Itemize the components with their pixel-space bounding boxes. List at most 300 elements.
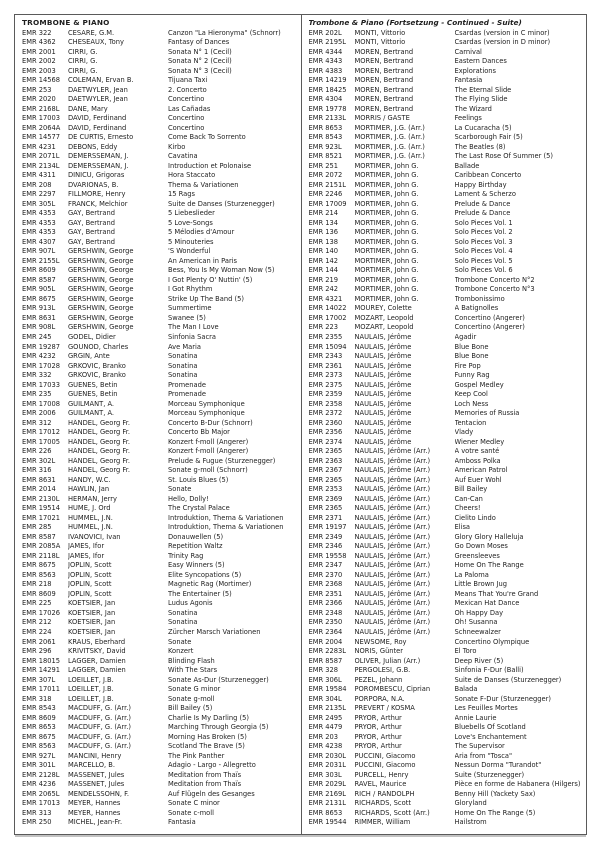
- emr-number: EMR 905L: [22, 285, 56, 294]
- emr-number: EMR 14291: [22, 666, 61, 675]
- piece-title: 5 Liebeslieder: [168, 209, 215, 218]
- catalog-row: [22, 362, 299, 372]
- piece-title: Morceau Symphonique: [168, 409, 245, 418]
- emr-number: EMR 332: [22, 371, 52, 380]
- catalog-row: [309, 580, 585, 590]
- composer-name: MORTIMER, John G.: [354, 247, 419, 256]
- catalog-row: [22, 638, 299, 648]
- catalog-row: [22, 190, 299, 200]
- catalog-row: [309, 666, 585, 676]
- piece-title: Auf Euer Wohl: [454, 475, 502, 484]
- catalog-row: [309, 29, 585, 39]
- piece-title: Sonatina: [168, 352, 198, 361]
- catalog-row: [22, 447, 299, 457]
- composer-name: NAULAIS, Jérôme (Arr.): [354, 589, 431, 598]
- emr-number: EMR 2370: [308, 570, 343, 579]
- catalog-row: [309, 495, 585, 505]
- catalog-row: [22, 476, 299, 486]
- piece-title: Prelude & Dance: [454, 199, 511, 208]
- emr-number: EMR 2031L: [308, 761, 347, 770]
- emr-number: EMR 8675: [22, 294, 56, 303]
- catalog-row: [309, 618, 585, 628]
- composer-name: JAMES, Ifor: [68, 542, 105, 551]
- emr-number: EMR 2131L: [308, 799, 347, 808]
- emr-number: EMR 2283L: [308, 647, 347, 656]
- catalog-row: [22, 285, 299, 295]
- composer-name: MORTIMER, John G.: [354, 228, 419, 237]
- emr-number: EMR 296: [22, 647, 52, 656]
- piece-title: Morning Has Broken (5): [168, 732, 247, 741]
- emr-number: EMR 142: [308, 256, 339, 265]
- emr-number: EMR 2168L: [22, 104, 60, 113]
- piece-title: Concertino (Angerer): [454, 313, 525, 322]
- composer-name: NORIS, Günter: [354, 647, 404, 656]
- catalog-row: [309, 333, 585, 343]
- emr-number: EMR 2151L: [308, 180, 347, 189]
- catalog-row: [309, 86, 585, 96]
- composer-name: DEBONS, Eddy: [68, 142, 118, 151]
- emr-number: EMR 2348: [308, 608, 343, 617]
- emr-number: EMR 219: [308, 275, 339, 284]
- left-column-rows: [22, 29, 299, 828]
- piece-title: Explorations: [454, 66, 497, 75]
- piece-title: Introduktion, Thema & Variationen: [168, 513, 284, 522]
- composer-name: MORTIMER, John G.: [354, 285, 419, 294]
- emr-number: EMR 2134L: [22, 161, 60, 170]
- catalog-row: [22, 219, 299, 229]
- emr-number: EMR 4383: [308, 66, 343, 75]
- piece-title: Meditation from Thaïs: [168, 780, 242, 789]
- piece-title: Concertino: [168, 114, 205, 123]
- emr-number: EMR 19544: [308, 818, 347, 827]
- emr-number: EMR 2072: [308, 171, 343, 180]
- emr-number: EMR 235: [22, 390, 52, 399]
- emr-number: EMR 306L: [308, 675, 342, 684]
- emr-number: EMR 2003: [22, 66, 56, 75]
- composer-name: KRAUS, Eberhard: [68, 637, 126, 646]
- piece-title: 'S Wonderful: [168, 247, 211, 256]
- emr-number: EMR 2085A: [22, 542, 61, 551]
- catalog-row: [309, 676, 585, 686]
- piece-title: Little Brown Jug: [454, 580, 507, 589]
- piece-title: Blue Bone: [454, 342, 489, 351]
- catalog-row: [309, 162, 585, 172]
- emr-number: EMR 8631: [22, 475, 56, 484]
- piece-title: Keep Cool: [454, 390, 488, 399]
- composer-name: NAULAIS, Jérôme (Arr.): [354, 599, 431, 608]
- piece-title: La Paloma: [454, 570, 489, 579]
- catalog-row: [309, 638, 585, 648]
- piece-title: Concertino: [168, 123, 205, 132]
- catalog-row: [309, 657, 585, 667]
- composer-name: KOETSIER, Jan: [68, 599, 116, 608]
- piece-title: Wiener Medley: [454, 437, 505, 446]
- composer-name: MACDUFF, G. (Arr.): [68, 713, 132, 722]
- composer-name: PUCCINI, Giacomo: [354, 761, 416, 770]
- piece-title: The Wizard: [454, 104, 492, 113]
- catalog-row: [22, 390, 299, 400]
- composer-name: PRYOR, Arthur: [354, 723, 402, 732]
- catalog-row: [309, 466, 585, 476]
- composer-name: GUILMANT, A.: [68, 399, 115, 408]
- composer-name: GOUNOD, Charles: [68, 342, 129, 351]
- piece-title: Prelude & Fugue (Sturzenegger): [168, 456, 276, 465]
- composer-name: NAULAIS, Jérôme (Arr.): [354, 561, 431, 570]
- emr-number: EMR 8609: [22, 713, 56, 722]
- composer-name: MOREN, Bertrand: [354, 85, 414, 94]
- piece-title: Concerto Bb Major: [168, 428, 230, 437]
- piece-title: Solo Pieces Vol. 4: [454, 247, 513, 256]
- composer-name: IVANOVICI, Ivan: [68, 532, 121, 541]
- composer-name: NAULAIS, Jérôme (Arr.): [354, 494, 431, 503]
- catalog-row: [22, 599, 299, 609]
- emr-number: EMR 253: [22, 85, 52, 94]
- piece-title: Mexican Hat Dance: [454, 599, 520, 608]
- composer-name: MEYER, Hannes: [68, 808, 121, 817]
- piece-title: A Batignolles: [454, 304, 499, 313]
- composer-name: HUME, J. Ord: [68, 504, 111, 513]
- composer-name: CESARE, G.M.: [68, 28, 115, 37]
- catalog-row: [22, 266, 299, 276]
- composer-name: NAULAIS, Jérôme (Arr.): [354, 570, 431, 579]
- catalog-row: [309, 485, 585, 495]
- composer-name: NAULAIS, Jérôme (Arr.): [354, 608, 431, 617]
- piece-title: A votre santé: [454, 447, 500, 456]
- composer-name: MOREN, Bertrand: [354, 47, 414, 56]
- emr-number: EMR 8521: [308, 152, 343, 161]
- composer-name: RAVEL, Maurice: [354, 780, 407, 789]
- emr-number: EMR 2355: [308, 333, 343, 341]
- piece-title: Promenade: [168, 380, 206, 389]
- emr-number: EMR 17003: [22, 114, 61, 123]
- catalog-row: [309, 419, 585, 429]
- catalog-row: [309, 171, 585, 181]
- emr-number: EMR 2363: [308, 456, 343, 465]
- composer-name: HUMMEL, J.N.: [68, 513, 113, 522]
- composer-name: CHESEAUX, Tony: [68, 38, 124, 47]
- piece-title: Kirbo: [168, 142, 186, 151]
- catalog-row: [22, 162, 299, 172]
- catalog-row: [22, 695, 299, 705]
- emr-number: EMR 202L: [308, 28, 342, 37]
- catalog-row: [309, 219, 585, 229]
- catalog-row: [22, 714, 299, 724]
- piece-title: Marching Through Georgia (5): [168, 723, 269, 732]
- emr-number: EMR 4362: [22, 38, 56, 47]
- composer-name: FRANCK, Melchior: [68, 199, 128, 208]
- piece-title: 5 Love-Songs: [168, 218, 213, 227]
- composer-name: MOREN, Bertrand: [354, 76, 414, 85]
- piece-title: Tentacion: [454, 418, 487, 427]
- emr-number: EMR 908L: [22, 323, 56, 332]
- emr-number: EMR 17011: [22, 685, 61, 694]
- piece-title: Feelings: [454, 114, 482, 123]
- composer-name: PRYOR, Arthur: [354, 742, 402, 751]
- emr-number: EMR 2349: [308, 532, 343, 541]
- catalog-row: [22, 666, 299, 676]
- composer-name: LOEILLET, J.B.: [68, 675, 114, 684]
- emr-number: EMR 2061: [22, 637, 56, 646]
- catalog-row: [309, 247, 585, 257]
- piece-title: Fantasy of Dances: [168, 38, 230, 47]
- piece-title: Konzert f-moll (Angerer): [168, 447, 249, 456]
- emr-number: EMR 2030L: [308, 751, 347, 760]
- emr-number: EMR 208: [22, 180, 52, 189]
- composer-name: NEWSOME, Roy: [354, 637, 407, 646]
- catalog-row: [22, 238, 299, 248]
- catalog-row: [309, 285, 585, 295]
- composer-name: GERSHWIN, George: [68, 313, 134, 322]
- emr-number: EMR 2155L: [22, 256, 60, 265]
- piece-title: Sonate c-moll: [168, 808, 214, 817]
- composer-name: NAULAIS, Jérôme: [354, 380, 412, 389]
- piece-title: Easy Winners (5): [168, 561, 225, 570]
- composer-name: GRKOVIC, Branko: [68, 361, 126, 370]
- emr-number: EMR 2375: [308, 380, 343, 389]
- composer-name: GUENES, Betin: [68, 390, 118, 399]
- catalog-row: [309, 295, 585, 305]
- catalog-row: [309, 276, 585, 286]
- right-column-rows: [309, 29, 585, 828]
- composer-name: MACDUFF, G. (Arr.): [68, 704, 132, 713]
- catalog-row: [22, 152, 299, 162]
- catalog-row: [309, 409, 585, 419]
- catalog-row: [22, 571, 299, 581]
- piece-title: Hailstrom: [454, 818, 487, 827]
- composer-name: MOREN, Bertrand: [354, 95, 414, 104]
- catalog-row: [22, 495, 299, 505]
- composer-name: MOREN, Bertrand: [354, 57, 414, 66]
- emr-number: EMR 136: [308, 228, 339, 237]
- emr-number: EMR 17033: [22, 380, 61, 389]
- composer-name: NAULAIS, Jérôme (Arr.): [354, 627, 431, 636]
- catalog-row: [22, 457, 299, 467]
- composer-name: NAULAIS, Jérôme: [354, 333, 412, 341]
- composer-name: NAULAIS, Jérôme: [354, 437, 412, 446]
- catalog-row: [309, 780, 585, 790]
- emr-number: EMR 19197: [308, 523, 347, 532]
- piece-title: Happy Birthday: [454, 180, 507, 189]
- composer-name: NAULAIS, Jérôme: [354, 390, 412, 399]
- composer-name: DAETWYLER, Jean: [68, 95, 128, 104]
- piece-title: Sonate: [168, 485, 192, 494]
- composer-name: NAULAIS, Jérôme: [354, 361, 412, 370]
- catalog-row: [309, 314, 585, 324]
- piece-title: Konzert: [168, 647, 194, 656]
- catalog-row: [22, 38, 299, 48]
- catalog-row: [22, 466, 299, 476]
- piece-title: Summertime: [168, 304, 212, 313]
- composer-name: MORTIMER, John G.: [354, 294, 419, 303]
- piece-title: Carnival: [454, 47, 482, 56]
- catalog-row: [22, 171, 299, 181]
- piece-title: Ballade: [454, 161, 480, 170]
- composer-name: PORPORA, N.A.: [354, 694, 405, 703]
- catalog-row: [22, 761, 299, 771]
- composer-name: HUMMEL, J.N.: [68, 523, 113, 532]
- piece-title: Trinity Rag: [168, 551, 204, 560]
- piece-title: With The Stars: [168, 666, 218, 675]
- catalog-row: [309, 143, 585, 153]
- left-column-title: TROMBONE & PIANO: [22, 18, 110, 27]
- composer-name: HÄNDEL, Georg Fr.: [68, 456, 130, 465]
- emr-number: EMR 313: [22, 808, 52, 817]
- catalog-row: [22, 314, 299, 324]
- composer-name: RICHARDS, Scott: [354, 799, 411, 808]
- composer-name: RICH / RANDOLPH: [354, 789, 415, 798]
- piece-title: Hello, Dolly!: [168, 494, 209, 503]
- emr-number: EMR 8563: [22, 570, 56, 579]
- piece-title: Fantasia: [454, 76, 483, 85]
- piece-title: Balada: [454, 685, 478, 694]
- catalog-row: [309, 381, 585, 391]
- piece-title: Caribbean Concerto: [454, 171, 522, 180]
- piece-title: Aria from "Tosca": [454, 751, 513, 760]
- composer-name: FILLMORE, Henry: [68, 190, 126, 199]
- emr-number: EMR 312: [22, 418, 52, 427]
- composer-name: PUCCINI, Giacomo: [354, 751, 416, 760]
- composer-name: MORTIMER, John G.: [354, 190, 419, 199]
- composer-name: GAY, Bertrand: [68, 237, 115, 246]
- emr-number: EMR 8675: [22, 561, 56, 570]
- composer-name: MOZART, Leopold: [354, 313, 414, 322]
- composer-name: LOEILLET, J.B.: [68, 685, 114, 694]
- emr-number: EMR 134: [308, 218, 339, 227]
- piece-title: Suite (Sturzenegger): [454, 770, 525, 779]
- catalog-row: [22, 504, 299, 514]
- catalog-row: [22, 590, 299, 600]
- piece-title: Sinfonia Sacra: [168, 333, 216, 341]
- catalog-row: [22, 247, 299, 257]
- piece-title: Elite Syncopations (5): [168, 570, 242, 579]
- composer-name: DINICU, Grigoras: [68, 171, 125, 180]
- emr-number: EMR 4343: [308, 57, 343, 66]
- catalog-row: [22, 276, 299, 286]
- catalog-row: [22, 181, 299, 191]
- piece-title: Solo Pieces Vol. 5: [454, 256, 513, 265]
- emr-number: EMR 214: [308, 209, 339, 218]
- composer-name: GAY, Bertrand: [68, 218, 115, 227]
- catalog-row: [309, 266, 585, 276]
- piece-title: Nessun Dorma "Turandot": [454, 761, 542, 770]
- piece-title: Auf Flügeln des Gesanges: [168, 789, 255, 798]
- emr-number: EMR 19584: [308, 685, 347, 694]
- composer-name: NAULAIS, Jérôme (Arr.): [354, 532, 431, 541]
- emr-number: EMR 14219: [308, 76, 347, 85]
- catalog-row: [309, 752, 585, 762]
- composer-name: RICHARDS, Scott (Arr.): [354, 808, 430, 817]
- piece-title: Donauwellen (5): [168, 532, 224, 541]
- composer-name: GERSHWIN, George: [68, 304, 134, 313]
- catalog-row: [22, 105, 299, 115]
- piece-title: Sonate G minor: [168, 685, 221, 694]
- piece-title: Solo Pieces Vol. 1: [454, 218, 513, 227]
- composer-name: CIRRI, G.: [68, 47, 98, 56]
- catalog-row: [22, 352, 299, 362]
- catalog-row: [309, 695, 585, 705]
- piece-title: Gloryland: [454, 799, 487, 808]
- catalog-row: [22, 704, 299, 714]
- composer-name: MORTIMER, John G.: [354, 180, 419, 189]
- emr-number: EMR 2350: [308, 618, 343, 627]
- catalog-row: [309, 790, 585, 800]
- piece-title: Bluebells Of Scotland: [454, 723, 526, 732]
- emr-number: EMR 4353: [22, 218, 56, 227]
- emr-number: EMR 2246: [308, 190, 343, 199]
- composer-name: KOETSIER, Jan: [68, 627, 116, 636]
- emr-number: EMR 8587: [22, 532, 56, 541]
- catalog-row: [309, 571, 585, 581]
- catalog-row: [309, 533, 585, 543]
- composer-name: MORTIMER, J.G. (Arr.): [354, 133, 425, 142]
- catalog-row: [22, 685, 299, 695]
- catalog-row: [22, 295, 299, 305]
- emr-number: EMR 2371: [308, 513, 343, 522]
- composer-name: NAULAIS, Jérôme: [354, 371, 412, 380]
- piece-title: The Entertainer (5): [168, 589, 232, 598]
- catalog-row: [309, 628, 585, 638]
- catalog-row: [22, 133, 299, 143]
- catalog-row: [22, 57, 299, 67]
- composer-name: MOUREY, Colette: [354, 304, 412, 313]
- piece-title: I Got Rhythm: [168, 285, 213, 294]
- catalog-row: [309, 67, 585, 77]
- composer-name: MORTIMER, John G.: [354, 256, 419, 265]
- catalog-row: [309, 57, 585, 67]
- composer-name: HAWLIN, Jan: [68, 485, 110, 494]
- catalog-row: [309, 609, 585, 619]
- composer-name: LAGGER, Damien: [68, 656, 126, 665]
- composer-name: MACDUFF, G. (Arr.): [68, 723, 132, 732]
- catalog-row: [309, 352, 585, 362]
- composer-name: DAVID, Ferdinand: [68, 123, 127, 132]
- catalog-row: [22, 76, 299, 86]
- composer-name: NAULAIS, Jérôme (Arr.): [354, 513, 431, 522]
- emr-number: EMR 923L: [308, 142, 342, 151]
- catalog-row: [22, 752, 299, 762]
- composer-name: KRIVITSKY, David: [68, 647, 126, 656]
- piece-title: Repetition Waltz: [168, 542, 223, 551]
- catalog-row: [309, 771, 585, 781]
- piece-title: Adagio - Largo - Allegretto: [168, 761, 256, 770]
- emr-number: EMR 2373: [308, 371, 343, 380]
- emr-number: EMR 2347: [308, 561, 343, 570]
- composer-name: DVARIONAS, B.: [68, 180, 119, 189]
- piece-title: Come Back To Sorrento: [168, 133, 246, 142]
- catalog-row: [309, 95, 585, 105]
- piece-title: Concertino: [168, 95, 205, 104]
- emr-number: EMR 8631: [22, 313, 56, 322]
- emr-number: EMR 2065L: [22, 789, 60, 798]
- composer-name: NAULAIS, Jérôme (Arr.): [354, 523, 431, 532]
- catalog-row: [309, 799, 585, 809]
- composer-name: NAULAIS, Jérôme (Arr.): [354, 580, 431, 589]
- piece-title: Deep River (5): [454, 656, 504, 665]
- composer-name: NAULAIS, Jérôme (Arr.): [354, 466, 431, 475]
- piece-title: Funny Rag: [454, 371, 490, 380]
- piece-title: Elisa: [454, 523, 471, 532]
- catalog-row: [309, 181, 585, 191]
- catalog-row: [309, 438, 585, 448]
- piece-title: Greensleeves: [454, 551, 500, 560]
- composer-name: MORTIMER, John G.: [354, 266, 419, 275]
- piece-title: Trombone Concerto N°3: [454, 285, 535, 294]
- emr-number: EMR 304L: [308, 694, 342, 703]
- composer-name: MORTIMER, J.G. (Arr.): [354, 142, 425, 151]
- emr-number: EMR 2360: [308, 418, 343, 427]
- emr-number: EMR 8587: [308, 656, 343, 665]
- composer-name: CIRRI, G.: [68, 57, 98, 66]
